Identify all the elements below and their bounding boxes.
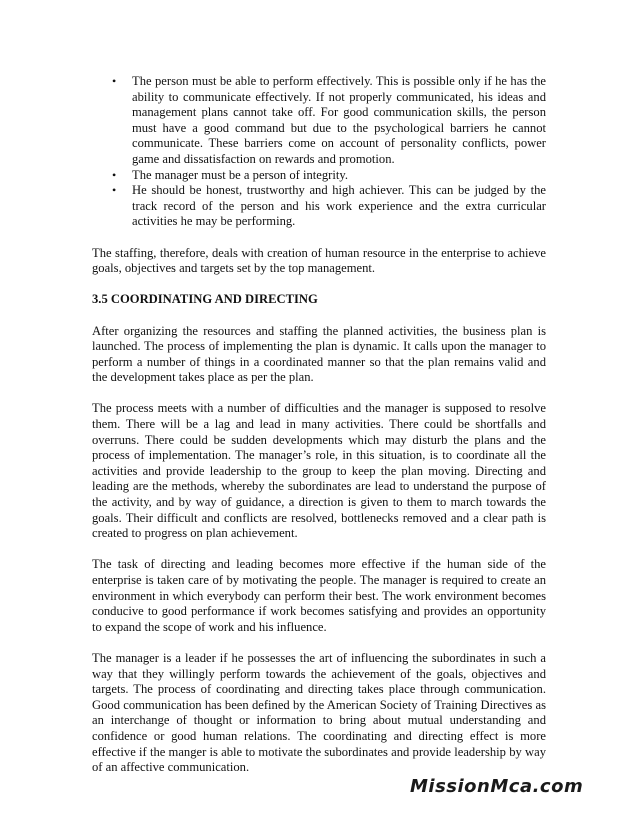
staffing-paragraph: The staffing, therefore, deals with creation of human resource in the enterprise to achieve goals, objectives and targets set by the top management. <box>92 245 546 276</box>
document-page <box>92 74 546 776</box>
bullet-item <box>112 183 546 230</box>
bullet-text: The person must be able to perform effectively. This is possible only if he has the ability to communicate effectively. If not properly communicated, his ideas and management plans cannot take off. For good communication skills, the person must have a good command but due to the psychological barriers he cannot communicate. These barriers come on account of personality conflicts, power game and dissatisfaction on rewards and promotion. <box>132 74 546 166</box>
bullet-icon: • <box>112 183 117 198</box>
body-paragraph: The process meets with a number of difficulties and the manager is supposed to resolve them. There will be a lag and lead in many activities. There could be shortfalls and overruns. There could be sudden developments which may disturb the plans and the process of implementation. The manager’s role, in this situation, is to coordinate all the activities and provide leadership to the group to keep the plan moving. Directing and leading are the methods, whereby the subordinates are lead to understand the purpose of the activity, and by way of guidance, a direction is given to them to march towards the goals. Their difficult and conflicts are resolved, bottlenecks removed and a clear path is created to progress on plan achievement. <box>92 401 546 541</box>
bullet-list <box>92 74 546 230</box>
bullet-item <box>112 74 546 168</box>
body-paragraph: The manager is a leader if he possesses the art of influencing the subordinates in such a way that they willingly perform towards the achievement of the goals, objectives and targets. The process of coordinating and directing takes place through communication. Good communication has been defined by the American Society of Training Directives as an interchange of thought or information to bring about mutual understanding and confidence or good human relations. The coordinating and directing effect is more effective if the manger is able to motivate the subordinates and provide leadership by way of an affective communication. <box>92 650 546 775</box>
body-paragraph: After organizing the resources and staffing the planned activities, the business plan is launched. The process of implementing the plan is dynamic. It calls upon the manager to perform a number of things in a coordinated manner so that the plan remains valid and the development takes place as per the plan. <box>92 323 546 385</box>
bullet-item <box>112 167 546 184</box>
body-paragraph: The task of directing and leading becomes more effective if the human side of the enterprise is taken care of by motivating the people. The manager is required to create an environment in which everybody can perform their best. The work environment becomes conducive to good performance if work becomes satisfying and provides an opportunity to expand the scope of work and his influence. <box>92 557 546 634</box>
section-heading: 3.5 COORDINATING AND DIRECTING <box>92 292 318 307</box>
bullet-text: The manager must be a person of integrity. <box>132 167 349 182</box>
bullet-icon: • <box>112 74 117 88</box>
bullet-text: He should be honest, trustworthy and high achiever. This can be judged by the track record of the person and his work experience and the extra curricular activities he may be performing. <box>132 183 546 229</box>
bullet-icon: • <box>112 167 117 182</box>
footer-logo: MissionMca.com <box>410 776 584 797</box>
